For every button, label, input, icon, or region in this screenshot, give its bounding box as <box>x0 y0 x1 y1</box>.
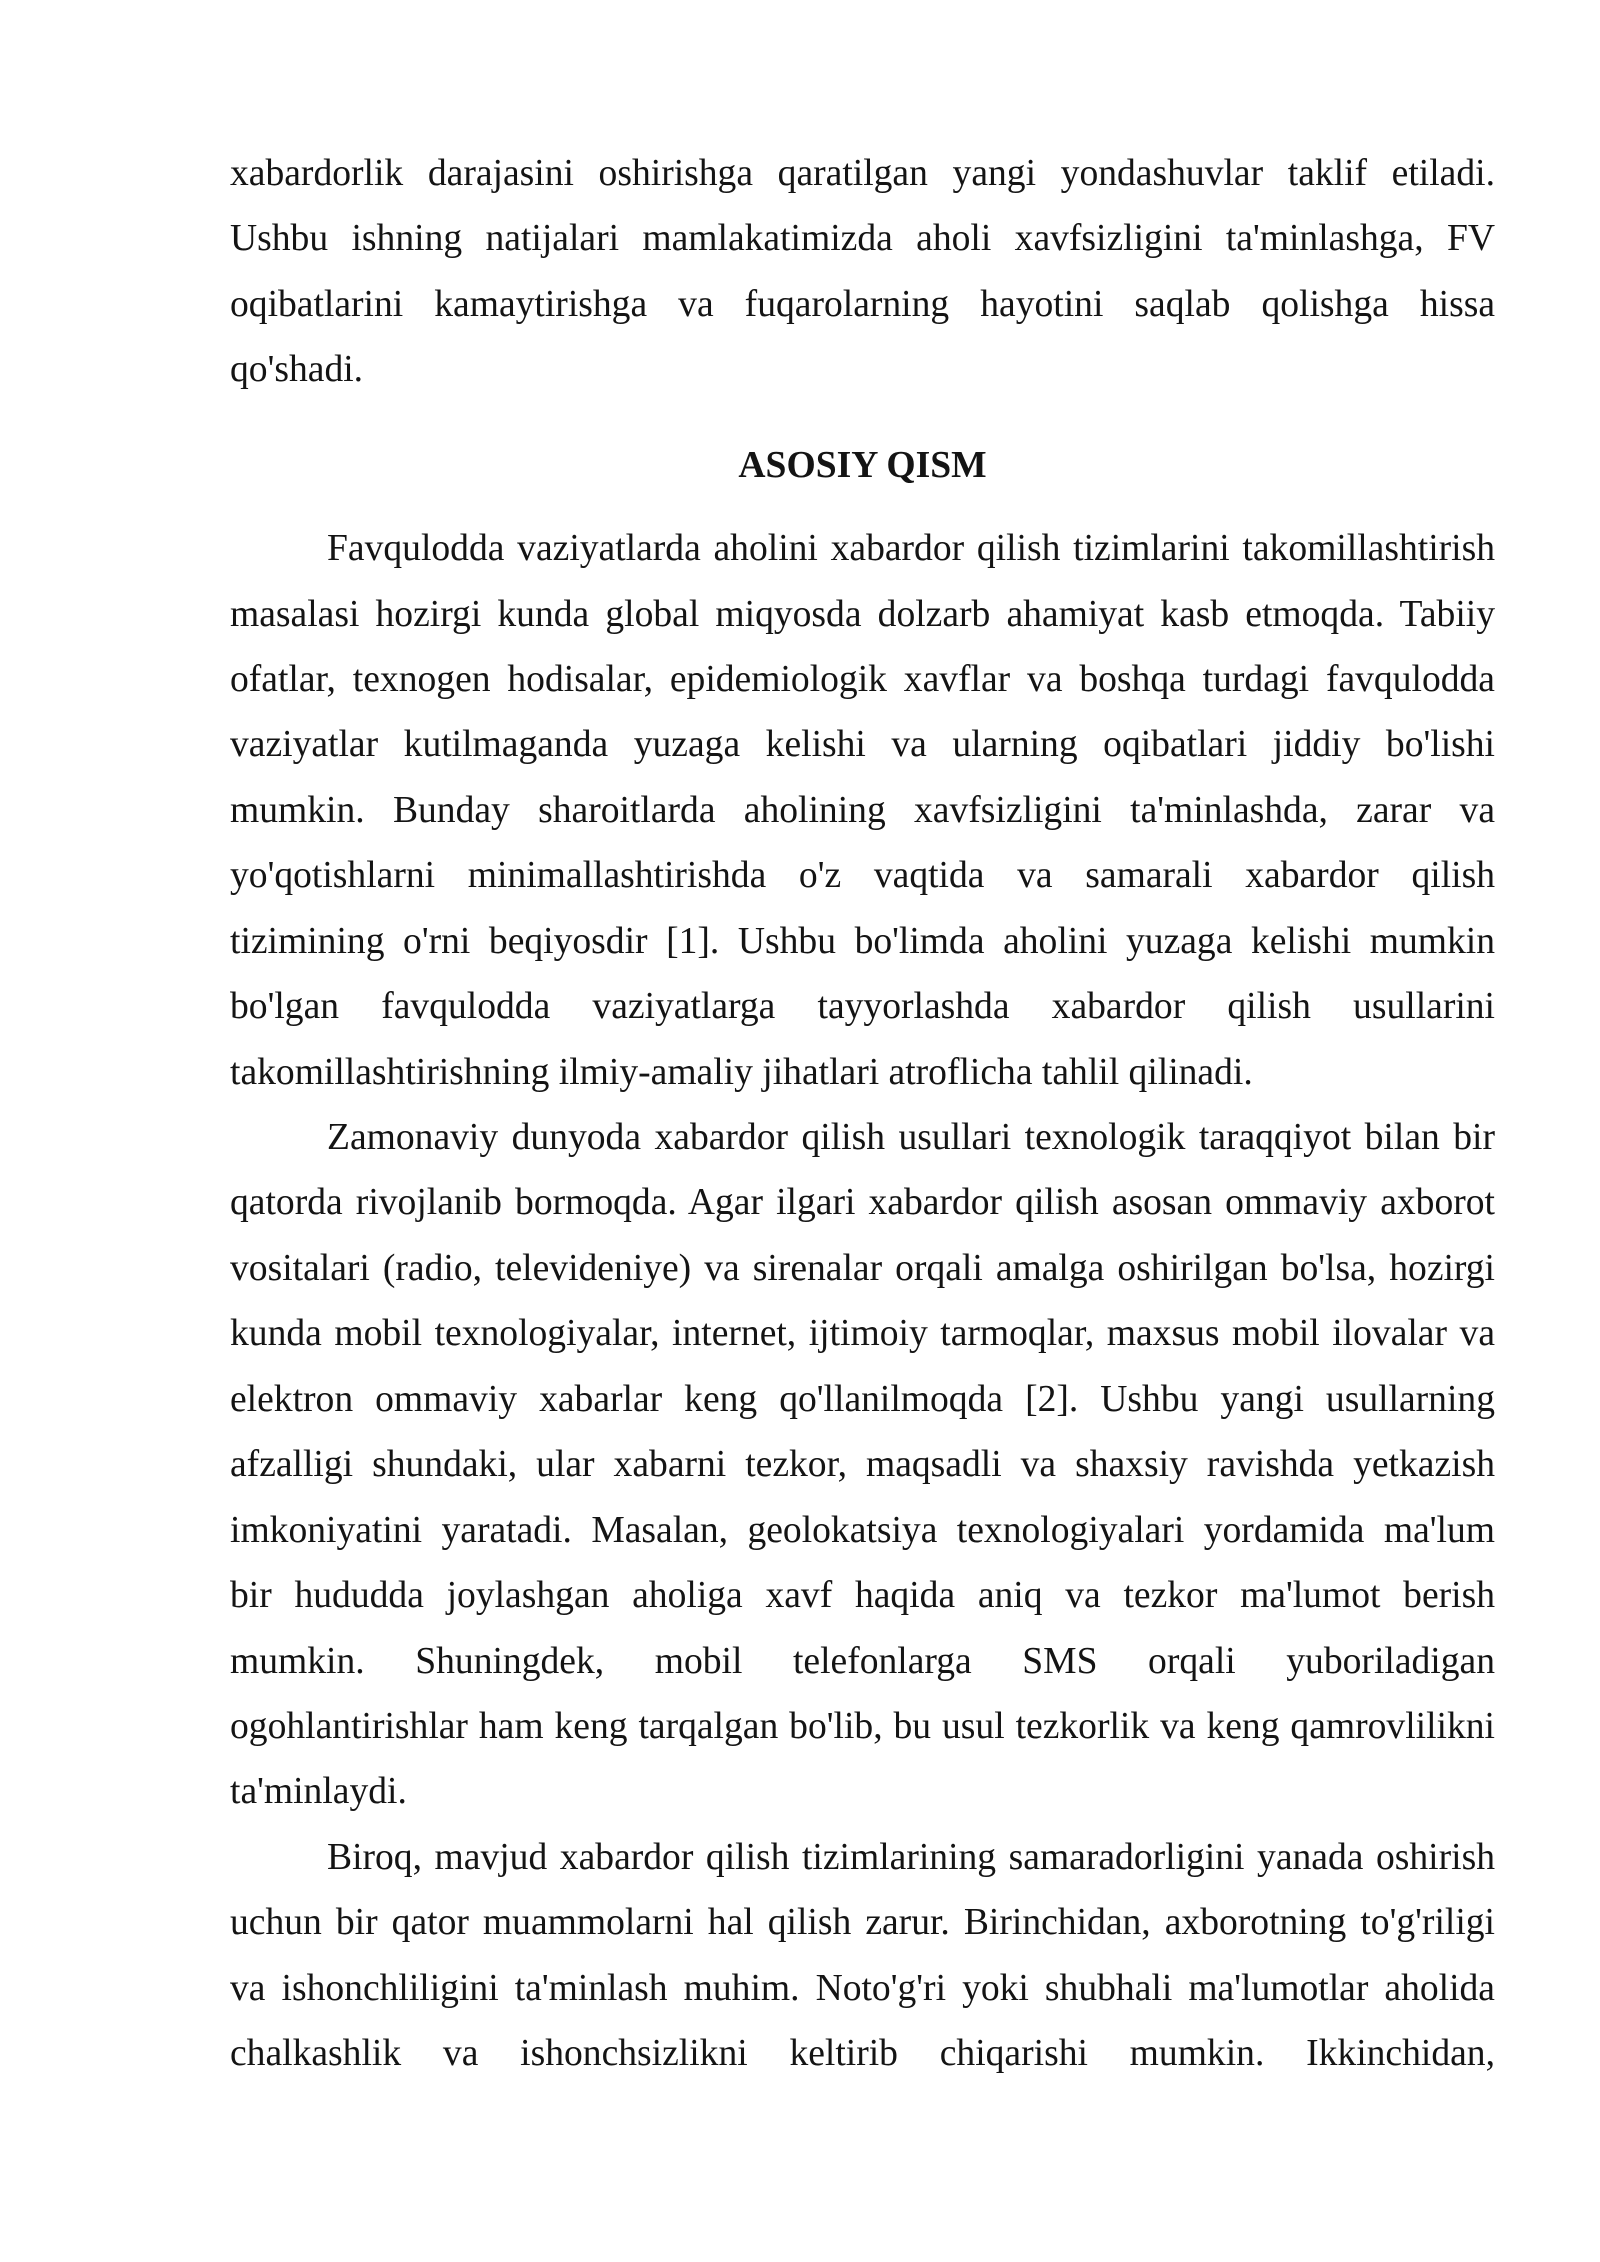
text-line: Biroq, mavjud xabardor qilish tizimlarining samaradorligini yanada oshirish <box>327 1836 1495 1878</box>
text-line: bir hududda joylashgan aholiga xavf haqida aniq va tezkor ma'lumot berish <box>230 1575 1495 1617</box>
text-line: bo'lgan favqulodda vaziyatlarga tayyorlashda xabardor qilish usullarini <box>230 986 1495 1028</box>
text-line: ogohlantirishlar ham keng tarqalgan bo'lib, bu usul tezkorlik va keng qamrovlilikni <box>230 1705 1495 1747</box>
paragraph <box>230 516 1495 1105</box>
text-line: yo'qotishlarni minimallashtirishda o'z vaqtida va samarali xabardor qilish <box>230 855 1495 897</box>
body-text <box>230 141 1495 2087</box>
text-line: vositalari (radio, televideniye) va sirenalar orqali amalga oshirilgan bo'lsa, hozirgi <box>230 1247 1495 1289</box>
text-line: uchun bir qator muammolarni hal qilish zarur. Birinchidan, axborotning to'g'riligi <box>230 1902 1495 1944</box>
text-line: kunda mobil texnologiyalar, internet, ijtimoiy tarmoqlar, maxsus mobil ilovalar va <box>230 1313 1495 1355</box>
text-line: Favqulodda vaziyatlarda aholini xabardor qilish tizimlarini takomillashtirish <box>327 528 1495 570</box>
text-line: xabardorlik darajasini oshirishga qaratilgan yangi yondashuvlar taklif etiladi. <box>230 153 1495 194</box>
paragraph <box>230 1825 1495 2087</box>
text-line: ofatlar, texnogen hodisalar, epidemiologik xavflar va boshqa turdagi favqulodda <box>230 658 1495 700</box>
text-line: mumkin. Shuningdek, mobil telefonlarga SMS orqali yuboriladigan <box>230 1640 1495 1682</box>
text-line: afzalligi shundaki, ular xabarni tezkor, maqsadli va shaxsiy ravishda yetkazish <box>230 1444 1495 1486</box>
text-line: vaziyatlar kutilmaganda yuzaga kelishi va ularning oqibatlari jiddiy bo'lishi <box>230 724 1495 766</box>
text-line: chalkashlik va ishonchsizlikni keltirib chiqarishi mumkin. Ikkinchidan, <box>230 2033 1495 2075</box>
text-line: Zamonaviy dunyoda xabardor qilish usullari texnologik taraqqiyot bilan bir <box>327 1117 1495 1159</box>
text-line: Ushbu ishning natijalari mamlakatimizda aholi xavfsizligini ta'minlashga, FV <box>230 218 1495 260</box>
text-line: qo'shadi. <box>230 349 364 391</box>
intro-paragraph <box>230 141 1495 403</box>
text-line: tizimining o'rni beqiyosdir [1]. Ushbu bo'limda aholini yuzaga kelishi mumkin <box>230 920 1495 962</box>
text-line: takomillashtirishning ilmiy-amaliy jihatlari atroflicha tahlil qilinadi. <box>230 1051 1253 1093</box>
text-line: qatorda rivojlanib bormoqda. Agar ilgari xabardor qilish asosan ommaviy axborot <box>230 1182 1495 1224</box>
paragraph <box>230 1105 1495 1825</box>
text-line: ta'minlaydi. <box>230 1771 407 1813</box>
text-line: oqibatlarini kamaytirishga va fuqarolarning hayotini saqlab qolishga hissa <box>230 283 1495 325</box>
text-line: masalasi hozirgi kunda global miqyosda dolzarb ahamiyat kasb etmoqda. Tabiiy <box>230 593 1495 635</box>
section-heading: ASOSIY QISM <box>738 445 987 487</box>
text-line: va ishonchliligini ta'minlash muhim. Noto'g'ri yoki shubhali ma'lumotlar aholida <box>230 1967 1495 2009</box>
text-line: mumkin. Bunday sharoitlarda aholining xavfsizligini ta'minlashda, zarar va <box>230 789 1495 831</box>
text-line: imkoniyatini yaratadi. Masalan, geolokatsiya texnologiyalari yordamida ma'lum <box>230 1509 1495 1551</box>
text-line: elektron ommaviy xabarlar keng qo'llanilmoqda [2]. Ushbu yangi usullarning <box>230 1378 1495 1420</box>
